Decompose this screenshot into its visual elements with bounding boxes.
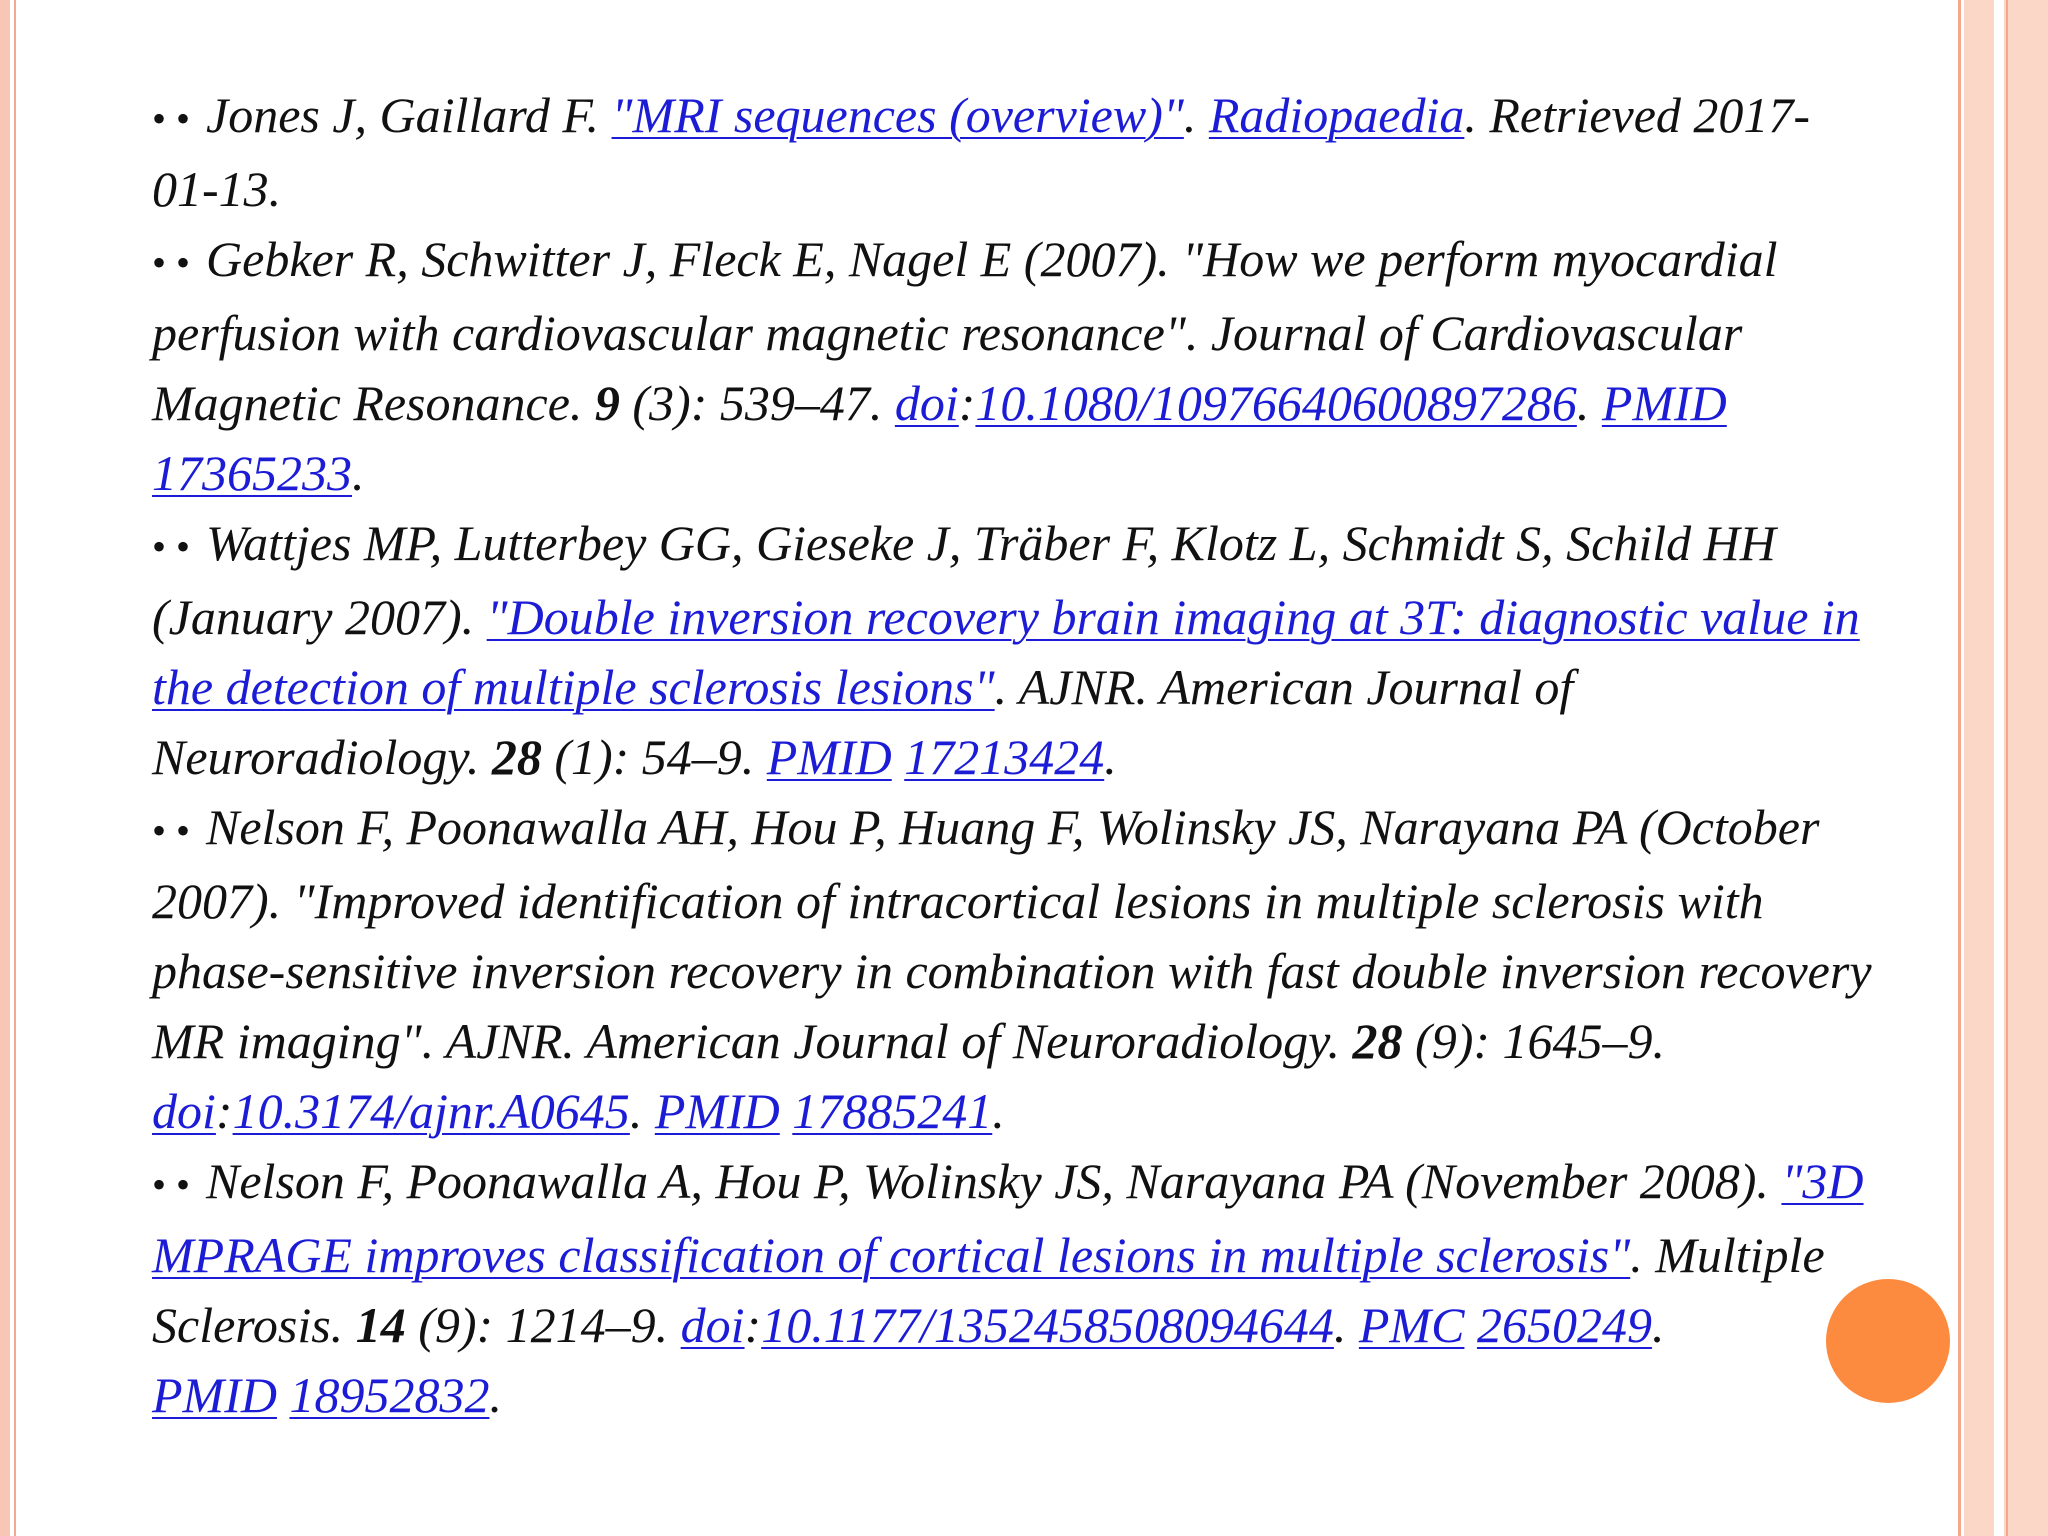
doi-link[interactable]: doi <box>152 1083 216 1139</box>
doi-colon: : <box>744 1297 762 1353</box>
reference-item <box>152 1146 1872 1430</box>
pmid-link[interactable]: PMID <box>654 1083 780 1139</box>
bullet-icon: • • <box>152 96 191 141</box>
ref-authors: Wattjes MP, Lutterbey GG, Gieseke J, Träber F, Klotz L, Schmidt S, Schild HH (January 2007). <box>152 515 1776 645</box>
pmid-link[interactable]: PMID <box>152 1367 277 1423</box>
ref-volume: 9 <box>594 375 620 431</box>
reference-list <box>152 80 1872 1430</box>
left-border-line <box>14 0 16 1536</box>
ref-end: . <box>352 445 365 501</box>
bullet-icon: • • <box>152 808 191 853</box>
doi-link[interactable]: doi <box>680 1297 745 1353</box>
right-border-gap <box>1994 0 2004 1536</box>
ref-space <box>780 1083 793 1139</box>
pmid-value-link[interactable]: 18952832 <box>289 1367 490 1423</box>
ref-space <box>1464 1297 1477 1353</box>
ref-end: . <box>489 1367 502 1423</box>
ref-separator: . <box>1183 87 1209 143</box>
ref-volume: 28 <box>1352 1013 1403 1069</box>
orange-circle-icon <box>1826 1279 1950 1403</box>
ref-issue-pages: (1): 54–9. <box>541 729 767 785</box>
doi-value-link[interactable]: 10.1177/1352458508094644 <box>761 1297 1334 1353</box>
ref-source-link[interactable]: Radiopaedia <box>1208 87 1465 143</box>
pmid-link[interactable]: PMID <box>766 729 892 785</box>
reference-item <box>152 508 1872 792</box>
ref-separator: . <box>629 1083 655 1139</box>
ref-title-link[interactable]: "3D MPRAGE improves classification of cortical lesions in multiple sclerosis" <box>152 1153 1864 1283</box>
reference-item <box>152 80 1872 224</box>
doi-colon: : <box>958 375 976 431</box>
ref-journal: . Multiple Sclerosis. <box>152 1227 1825 1353</box>
ref-issue-pages: (3): 539–47. <box>619 375 895 431</box>
ref-space <box>892 729 905 785</box>
pmid-value-link[interactable]: 17885241 <box>792 1083 993 1139</box>
right-border-line-inner <box>2006 0 2008 1536</box>
reference-item <box>152 792 1872 1146</box>
ref-volume: 14 <box>355 1297 406 1353</box>
ref-authors: Jones J, Gaillard F. <box>206 87 612 143</box>
pmid-value-link[interactable]: 17213424 <box>904 729 1105 785</box>
ref-separator: . <box>1333 1297 1359 1353</box>
ref-space <box>277 1367 290 1423</box>
right-border-line <box>1958 0 1961 1536</box>
pmid-link[interactable]: PMID <box>1601 375 1727 431</box>
doi-colon: : <box>215 1083 233 1139</box>
bullet-icon: • • <box>152 240 191 285</box>
ref-issue-pages: (9): 1645–9. <box>1402 1013 1665 1069</box>
ref-issue-pages: (9): 1214–9. <box>405 1297 681 1353</box>
doi-value-link[interactable]: 10.3174/ajnr.A0645 <box>232 1083 630 1139</box>
ref-separator: . <box>1651 1297 1665 1353</box>
doi-value-link[interactable]: 10.1080/10976640600897286 <box>975 375 1577 431</box>
ref-separator: . <box>1576 375 1602 431</box>
ref-retrieved: . Retrieved 2017-01-13. <box>152 87 1811 217</box>
ref-title-link[interactable]: "MRI sequences (overview)" <box>611 87 1184 143</box>
bullet-icon: • • <box>152 524 191 569</box>
ref-journal: . AJNR. American Journal of Neuroradiology. <box>152 659 1574 785</box>
ref-authors: Nelson F, Poonawalla A, Hou P, Wolinsky JS, Narayana PA (November 2008). <box>206 1153 1782 1209</box>
bullet-icon: • • <box>152 1162 191 1207</box>
pmid-value-link[interactable]: 17365233 <box>152 445 352 501</box>
ref-citation-text: Gebker R, Schwitter J, Fleck E, Nagel E (2007). "How we perform myocardial perfusion with cardiovascular magnetic resonance". Journal of Cardiovascular Magnetic Resonance. <box>152 231 1778 431</box>
ref-title-link[interactable]: "Double inversion recovery brain imaging at 3T: diagnostic value in the detection of multiple sclerosis lesions" <box>152 589 1860 715</box>
pmc-value-link[interactable]: 2650249 <box>1476 1297 1652 1353</box>
doi-link[interactable]: doi <box>894 375 959 431</box>
ref-end: . <box>992 1083 1005 1139</box>
left-border <box>0 0 10 1536</box>
ref-end: . <box>1104 729 1117 785</box>
ref-volume: 28 <box>491 729 542 785</box>
ref-citation-text: Nelson F, Poonawalla AH, Hou P, Huang F, Wolinsky JS, Narayana PA (October 2007). "Improved identification of intracortical lesions in multiple sclerosis with phase-sensitive inversion recovery in combination with fast double inversion recovery MR imaging". AJNR. American Journal of Neuroradiology. <box>152 799 1872 1069</box>
reference-item <box>152 224 1872 508</box>
pmc-link[interactable]: PMC <box>1358 1297 1465 1353</box>
